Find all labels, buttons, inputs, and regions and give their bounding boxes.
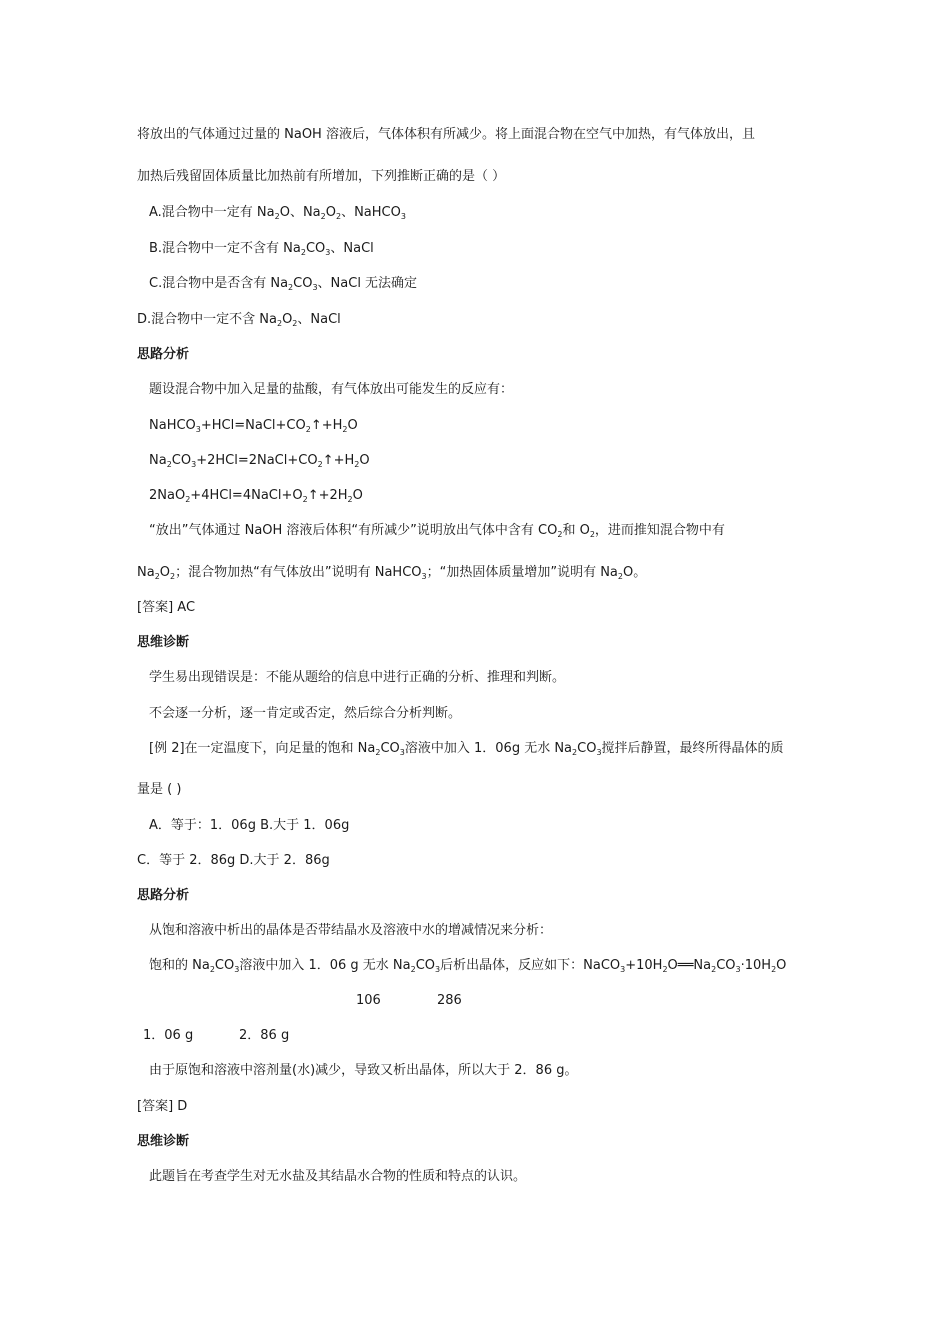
mass-1-06: 1．06 g [143, 1028, 194, 1043]
text-line: 加热后残留固体质量比加热前有所增加，下列推断正确的是（ ） [137, 169, 506, 184]
reaction-line: 饱和的 $Na_2CO_3$溶液中加入 1．06 g 无水 $Na_2CO_3$后析出晶体，反应如下：$NaCO_3+10H_2O══Na_2CO_3\cdot 10H_2O$ [149, 958, 787, 974]
answer-line: [答案] AC [137, 600, 196, 615]
text-line: 由于原饱和溶液中溶剂量(水)减少，导致又析出晶体，所以大于 2．86 g。 [149, 1063, 578, 1078]
options-cd: C．等于 2．86g D.大于 2．86g [137, 853, 330, 868]
option-d: D.混合物中一定不含 $Na_2O_2$、NaCl [137, 312, 341, 328]
equation-3: $2NaO_2+4HCl=4NaCl+O_2↑+2H_2O$ [149, 488, 363, 504]
options-ab: A．等于：1．06g B.大于 1．06g [149, 818, 350, 833]
example-2: [例 2]在一定温度下，向足量的饱和 $Na_2CO_3$溶液中加入 1．06g 无水 $Na_2CO_3$搅拌后静置，最终所得晶体的质 [149, 741, 784, 757]
section-heading: 思维诊断 [137, 635, 190, 650]
text-line: 将放出的气体通过过量的 NaOH 溶液后，气体体积有所减少。将上面混合物在空气中加热，有气体放出，且 [137, 127, 755, 142]
text-line: 量是 ( ) [137, 782, 182, 797]
text-line: $Na_2O_2$；混合物加热“有气体放出”说明有 NaHCO$_3$；“加热固体质量增加”说明有 $Na_2O$。 [137, 565, 647, 581]
answer-line: [答案] D [137, 1099, 188, 1114]
text-line: 学生易出现错误是：不能从题给的信息中进行正确的分析、推理和判断。 [149, 670, 566, 685]
section-heading: 思路分析 [137, 347, 190, 362]
section-heading: 思维诊断 [137, 1134, 190, 1149]
text-line: 不会逐一分析，逐一肯定或否定，然后综合分析判断。 [149, 706, 462, 721]
option-a: A.混合物中一定有 $Na_2O$、$Na_2O_2$、NaHCO$_3$ [149, 205, 406, 221]
molar-mass-286: 286 [437, 993, 462, 1008]
mass-2-86: 2．86 g [239, 1028, 290, 1043]
molar-mass-106: 106 [356, 993, 381, 1008]
text-line: 此题旨在考查学生对无水盐及其结晶水合物的性质和特点的认识。 [149, 1169, 527, 1184]
equation-1: $NaHCO_3+HCl=NaCl+CO_2↑+H_2O$ [149, 418, 358, 434]
text-line: 题设混合物中加入足量的盐酸，有气体放出可能发生的反应有： [149, 382, 514, 397]
option-b: B.混合物中一定不含有 $Na_2CO_3$、NaCl [149, 241, 374, 257]
text-line: 从饱和溶液中析出的晶体是否带结晶水及溶液中水的增减情况来分析： [149, 923, 553, 938]
section-heading: 思路分析 [137, 888, 190, 903]
equation-2: $Na_2CO_3+2HCl=2NaCl+CO_2↑+H_2O$ [149, 453, 370, 469]
text-line: “放出”气体通过 NaOH 溶液后体积“有所减少”说明放出气体中含有 $CO_2$和 $O_2$，进而推知混合物中有 [149, 523, 725, 539]
option-c: C.混合物中是否含有 $Na_2CO_3$、NaCl 无法确定 [149, 276, 418, 292]
